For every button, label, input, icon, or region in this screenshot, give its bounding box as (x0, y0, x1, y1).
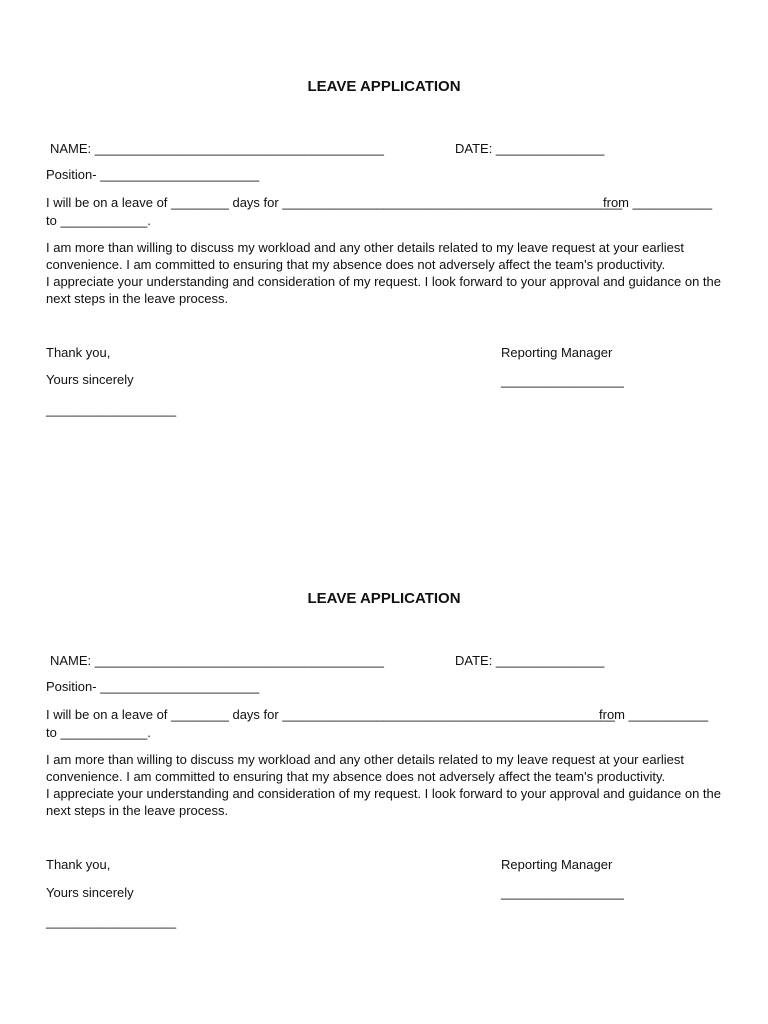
to-date-line: to ____________. (46, 725, 151, 740)
position-field-line: Position- ______________________ (46, 167, 260, 182)
date-field-line: DATE: _______________ (455, 141, 605, 156)
closing-thank-you: Thank you, (46, 857, 111, 872)
applicant-signature-line: __________________ (46, 402, 177, 417)
body-paragraph: I appreciate your understanding and consideration of my request. I look forward to your approval and guidance on the next steps in the leave process. (46, 274, 721, 306)
body-paragraph: I am more than willing to discuss my workload and any other details related to my leave request at your earliest convenience. I am committed to ensuring that my absence does not adversely affect the team's productivity. (46, 752, 685, 784)
from-date-line: from ___________ (603, 195, 713, 210)
date-field-line: DATE: _______________ (455, 653, 605, 668)
form-title: LEAVE APPLICATION (307, 78, 461, 95)
applicant-signature-line: __________________ (46, 914, 177, 929)
from-date-line: from ___________ (599, 707, 709, 722)
leave-application-form (0, 512, 768, 932)
closing-yours-sincerely: Yours sincerely (46, 885, 134, 900)
body-paragraph: I appreciate your understanding and consideration of my request. I look forward to your approval and guidance on the next steps in the leave process. (46, 786, 721, 818)
form-title: LEAVE APPLICATION (307, 590, 461, 607)
closing-yours-sincerely: Yours sincerely (46, 372, 134, 387)
name-field-line: NAME: ________________________________________ (50, 141, 384, 156)
leave-application-form (0, 0, 768, 420)
name-field-line: NAME: ________________________________________ (50, 653, 384, 668)
to-date-line: to ____________. (46, 213, 151, 228)
leave-days-line: I will be on a leave of ________ days for ______________________________________________ (46, 707, 615, 722)
manager-signature-line: _________________ (501, 885, 624, 900)
manager-signature-line: _________________ (501, 373, 624, 388)
body-paragraph: I am more than willing to discuss my workload and any other details related to my leave request at your earliest convenience. I am committed to ensuring that my absence does not adversely affect the team's productivity. (46, 240, 685, 272)
reporting-manager-label: Reporting Manager (501, 857, 613, 872)
reporting-manager-label: Reporting Manager (501, 345, 613, 360)
closing-thank-you: Thank you, (46, 345, 111, 360)
position-field-line: Position- ______________________ (46, 679, 260, 694)
leave-days-line: I will be on a leave of ________ days for _______________________________________________ (46, 195, 623, 210)
